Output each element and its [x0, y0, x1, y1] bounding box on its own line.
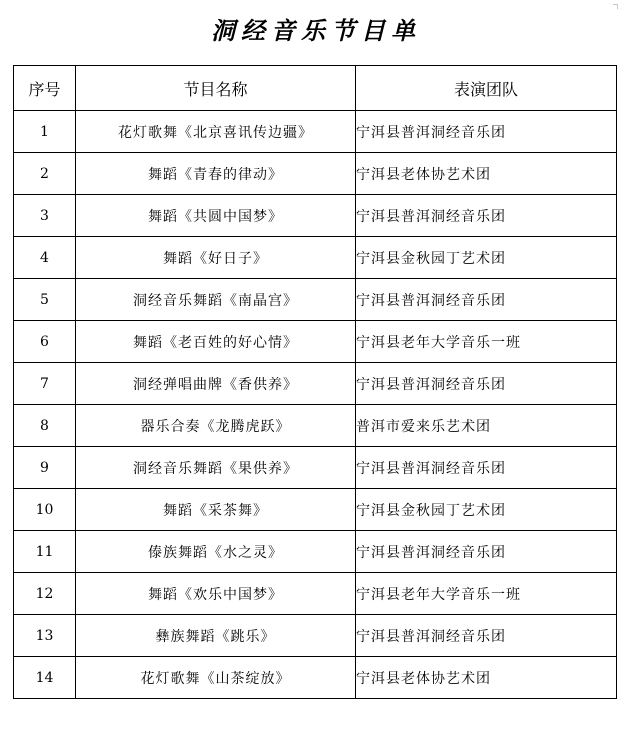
row-performer: 宁洱县老体协艺术团 — [356, 657, 617, 699]
row-performer: 宁洱县老年大学音乐一班 — [356, 321, 617, 363]
table-row — [14, 447, 617, 489]
row-index: 13 — [14, 615, 76, 657]
row-program: 洞经音乐舞蹈《果供养》 — [76, 447, 356, 489]
row-program: 花灯歌舞《山茶绽放》 — [76, 657, 356, 699]
row-performer: 宁洱县金秋园丁艺术团 — [356, 237, 617, 279]
row-index: 10 — [14, 489, 76, 531]
table-row — [14, 111, 617, 153]
row-program: 彝族舞蹈《跳乐》 — [76, 615, 356, 657]
row-index: 8 — [14, 405, 76, 447]
header-index: 序号 — [14, 66, 76, 111]
row-program: 花灯歌舞《北京喜讯传边疆》 — [76, 111, 356, 153]
row-program: 舞蹈《青春的律动》 — [76, 153, 356, 195]
row-index: 11 — [14, 531, 76, 573]
row-index: 2 — [14, 153, 76, 195]
table-row — [14, 195, 617, 237]
row-performer: 宁洱县老体协艺术团 — [356, 153, 617, 195]
row-performer: 宁洱县普洱洞经音乐团 — [356, 615, 617, 657]
table-body — [14, 111, 617, 699]
row-program: 洞经弹唱曲牌《香供养》 — [76, 363, 356, 405]
table-row — [14, 363, 617, 405]
program-table — [13, 65, 617, 699]
row-performer: 宁洱县普洱洞经音乐团 — [356, 279, 617, 321]
table-row — [14, 153, 617, 195]
page-title: 洞经音乐节目单 — [211, 17, 421, 45]
header-program: 节目名称 — [76, 66, 356, 111]
row-performer: 宁洱县普洱洞经音乐团 — [356, 195, 617, 237]
table-row — [14, 405, 617, 447]
row-index: 1 — [14, 111, 76, 153]
row-index: 4 — [14, 237, 76, 279]
table-row — [14, 321, 617, 363]
row-index: 3 — [14, 195, 76, 237]
row-index: 6 — [14, 321, 76, 363]
row-index: 12 — [14, 573, 76, 615]
row-performer: 宁洱县普洱洞经音乐团 — [356, 531, 617, 573]
table-row — [14, 573, 617, 615]
row-program: 洞经音乐舞蹈《南晶宫》 — [76, 279, 356, 321]
table-row — [14, 489, 617, 531]
table-row — [14, 615, 617, 657]
row-index: 14 — [14, 657, 76, 699]
table-row — [14, 531, 617, 573]
row-program: 舞蹈《采茶舞》 — [76, 489, 356, 531]
row-performer: 宁洱县普洱洞经音乐团 — [356, 447, 617, 489]
row-program: 舞蹈《好日子》 — [76, 237, 356, 279]
row-index: 7 — [14, 363, 76, 405]
row-index: 9 — [14, 447, 76, 489]
table-row — [14, 279, 617, 321]
page-corner-mark — [613, 4, 618, 9]
row-performer: 宁洱县普洱洞经音乐团 — [356, 111, 617, 153]
table-row — [14, 657, 617, 699]
row-performer: 宁洱县金秋园丁艺术团 — [356, 489, 617, 531]
row-index: 5 — [14, 279, 76, 321]
row-performer: 宁洱县普洱洞经音乐团 — [356, 363, 617, 405]
row-program: 舞蹈《欢乐中国梦》 — [76, 573, 356, 615]
header-row — [14, 66, 617, 111]
row-performer: 普洱市爱来乐艺术团 — [356, 405, 617, 447]
row-performer: 宁洱县老年大学音乐一班 — [356, 573, 617, 615]
row-program: 傣族舞蹈《水之灵》 — [76, 531, 356, 573]
header-performer: 表演团队 — [356, 66, 617, 111]
row-program: 舞蹈《老百姓的好心情》 — [76, 321, 356, 363]
table-header — [14, 66, 617, 111]
row-program: 舞蹈《共圆中国梦》 — [76, 195, 356, 237]
row-program: 器乐合奏《龙腾虎跃》 — [76, 405, 356, 447]
table-row — [14, 237, 617, 279]
